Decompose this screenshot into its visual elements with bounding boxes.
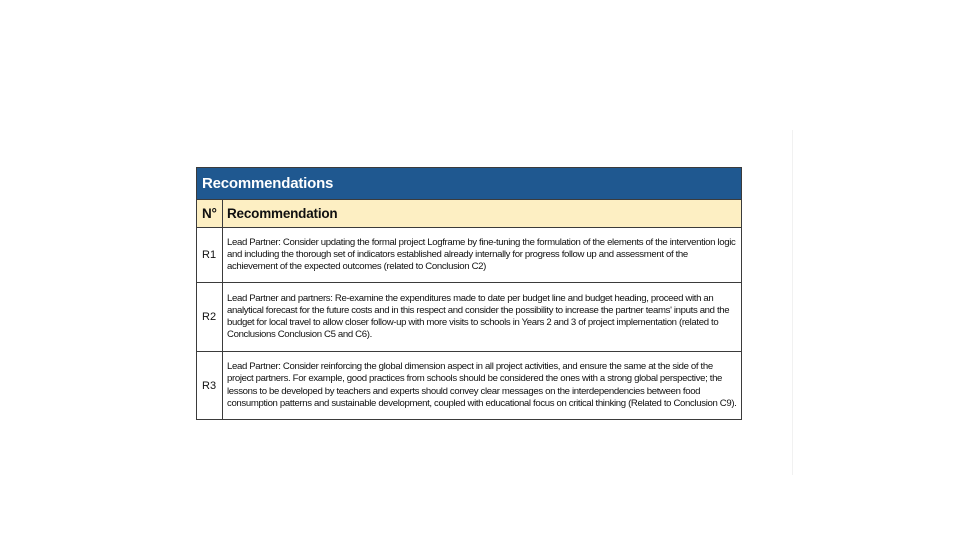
row-id: R2 xyxy=(197,283,223,352)
row-recommendation-text: Lead Partner and partners: Re-examine the expenditures made to date per budget line and budget heading, proceed with an analytical forecast for the future costs and in this respect and consider the possibility to increase the partner teams' inputs and the budget for local travel to allow closer follow-up with more visits to schools in Years 2 and 3 of project implementation (related to Conclusions Conclusion C5 and C6). xyxy=(223,283,742,352)
table-row xyxy=(197,228,742,283)
row-recommendation-text: Lead Partner: Consider reinforcing the global dimension aspect in all project activities, and ensure the same at the side of the project partners. For example, good practices from schools should be considered the ones with a strong global perspective; the lessons to be developed by teachers and experts should convey clear messages on the interdependencies between food consumption patterns and sustainable development, coupled with educational focus on critical thinking (Related to Conclusion C9). xyxy=(223,352,742,420)
row-id: R1 xyxy=(197,228,223,283)
table-header-row xyxy=(197,200,742,228)
header-number: N° xyxy=(197,200,223,228)
recommendations-table xyxy=(196,167,742,420)
row-recommendation-text: Lead Partner: Consider updating the formal project Logframe by fine-tuning the formulation of the elements of the intervention logic and including the thorough set of indicators established already internally for progress follow up and assessment of the achievement of the expected outcomes (related to Conclusion C2) xyxy=(223,228,742,283)
header-recommendation: Recommendation xyxy=(223,200,742,228)
table-title: Recommendations xyxy=(197,168,742,200)
table-row xyxy=(197,352,742,420)
row-id: R3 xyxy=(197,352,223,420)
table-row xyxy=(197,283,742,352)
slide-edge-divider xyxy=(792,130,793,475)
table-title-row xyxy=(197,168,742,200)
